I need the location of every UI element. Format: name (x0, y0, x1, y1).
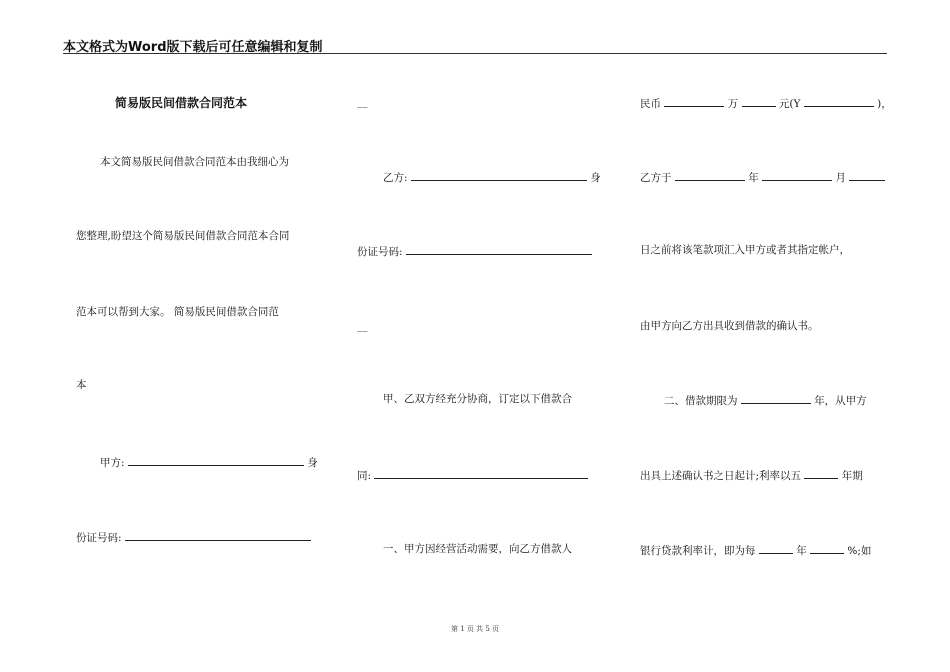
issue-line (640, 468, 863, 482)
party-b-label: 乙方: (383, 172, 408, 184)
agreement-line-2 (357, 468, 588, 482)
party-a-line (100, 455, 318, 469)
header-rule (63, 53, 887, 54)
party-b-id-blank (406, 244, 592, 255)
party-a-id-line (76, 530, 311, 544)
clause-2-label: 二、借款期限为 (664, 395, 738, 407)
col2-dash-1: __ (357, 96, 368, 108)
agreement-blank (374, 468, 588, 479)
rate-tail: %;如 (847, 545, 872, 557)
rate-label: 银行贷款利率计，即为每 (640, 545, 756, 557)
yuan-label: 元(Y (778, 98, 801, 110)
party-a-id-blank (125, 530, 311, 541)
party-a-blank (128, 455, 304, 466)
amount-blank-1 (664, 96, 724, 107)
page-footer: 第 1 页 共 5 页 (450, 625, 500, 633)
day-blank (849, 170, 885, 181)
month-blank (762, 170, 832, 181)
party-b-tail: 身 (590, 172, 601, 184)
rate-line (640, 543, 871, 557)
document-title: 简易版民间借款合同范本 (115, 96, 248, 110)
clause-2-tail: 年，从甲方 (814, 395, 867, 407)
rate-blank-2 (810, 543, 844, 554)
month-label: 月 (835, 172, 846, 184)
clause-1-line: 一、甲方因经营活动需要，向乙方借款人 (383, 543, 572, 555)
party-b-blank (411, 170, 587, 181)
receipt-line: 由甲方向乙方出具收到借款的确认书。 (640, 320, 819, 332)
clause-2-line (664, 393, 867, 407)
party-a-tail: 身 (307, 457, 318, 469)
intro-line-2: 您整理,盼望这个简易版民间借款合同范本合同 (76, 230, 290, 242)
col2-dash-2: __ (357, 320, 368, 332)
agreement-line-2-label: 同: (357, 470, 372, 482)
rmb-amount-line (640, 96, 892, 110)
b-pay-line (640, 170, 885, 184)
issue-label: 出具上述确认书之日起计;利率以五 (640, 470, 802, 482)
year-blank (675, 170, 745, 181)
rate-year: 年 (796, 545, 807, 557)
rate-blank-1 (759, 543, 793, 554)
wan-label: 万 (727, 98, 739, 110)
intro-line-1: 本文简易版民间借款合同范本由我细心为 (100, 156, 289, 168)
term-blank (741, 393, 811, 404)
party-b-line (383, 170, 601, 184)
year-label: 年 (748, 172, 759, 184)
intro-line-4: 本 (76, 379, 87, 391)
rmb-label: 民币 (640, 98, 661, 110)
download-banner: 本文格式为Word版下载后可任意编辑和复制 (63, 40, 323, 55)
amount-close: )， (877, 98, 892, 110)
amount-blank-2 (742, 96, 776, 107)
rate-term-blank (804, 468, 838, 479)
intro-line-3: 范本可以帮到大家。 简易版民间借款合同范 (76, 306, 279, 318)
transfer-line: 日之前将该笔款项汇入甲方或者其指定帐户， (640, 244, 850, 256)
amount-blank-3 (804, 96, 874, 107)
party-a-id-label: 份证号码: (76, 532, 122, 544)
b-pay-label: 乙方于 (640, 172, 672, 184)
issue-tail: 年期 (841, 470, 863, 482)
party-b-id-label: 份证号码: (357, 246, 403, 258)
party-a-label: 甲方: (100, 457, 125, 469)
agreement-line-1: 甲、乙双方经充分协商，订定以下借款合 (383, 393, 572, 405)
party-b-id-line (357, 244, 592, 258)
